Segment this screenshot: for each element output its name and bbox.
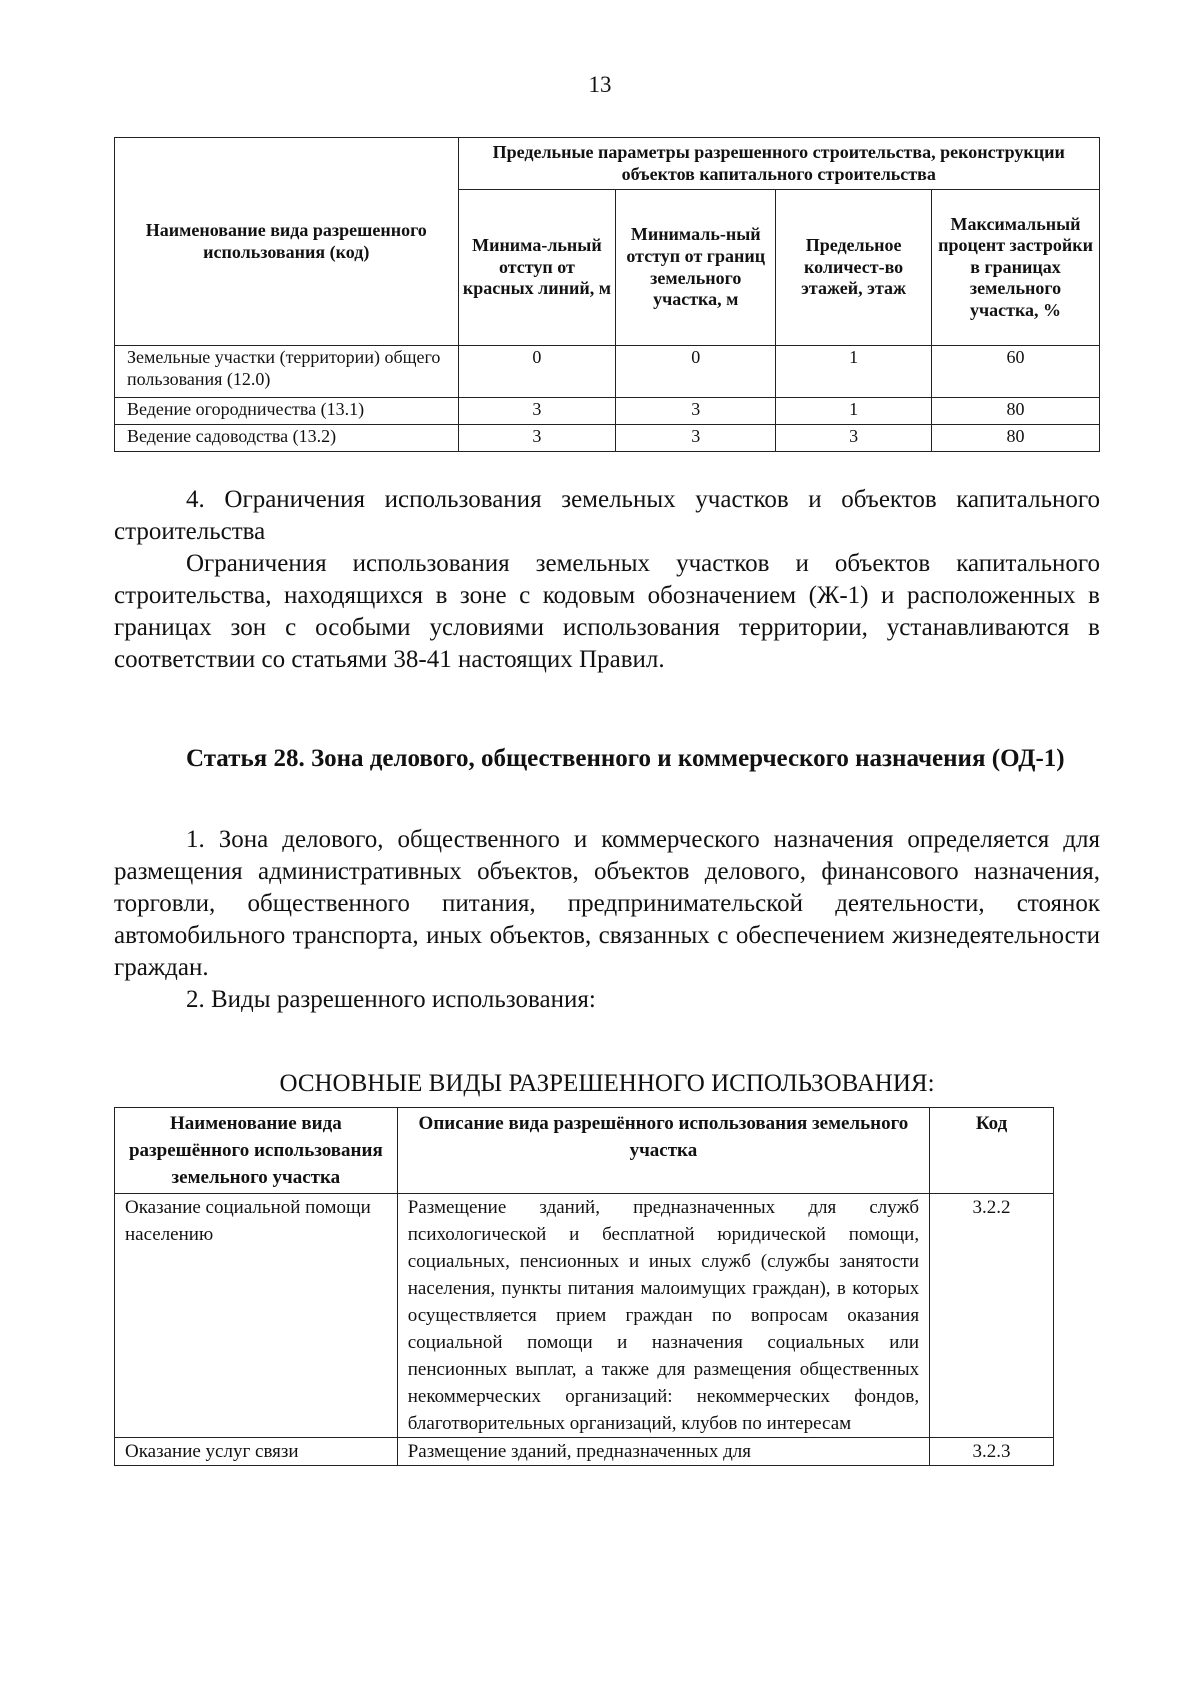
floors-cell: 3 <box>776 425 932 452</box>
header-use-name: Наименование вида разрешенного использования (код) <box>115 138 459 346</box>
floors-cell: 1 <box>776 346 932 398</box>
coverage-percent-cell: 80 <box>932 425 1100 452</box>
header-code: Код <box>930 1108 1054 1194</box>
page-number: 13 <box>588 72 612 97</box>
use-description-cell: Размещение зданий, предназначенных для <box>397 1438 929 1466</box>
red-line-setback-cell: 3 <box>458 425 616 452</box>
table-row <box>115 425 1100 452</box>
zone-purpose-paragraph: 1. Зона делового, общественного и коммерческого назначения определяется для размещения административных объектов, объектов делового, финансового назначения, торговли, общественного питания, предпринимательской деятельности, стоянок автомобильного транспорта, иных объектов, связанных с обеспечением жизнедеятельности граждан. <box>114 826 1100 981</box>
use-name-cell: Ведение садоводства (13.2) <box>115 425 459 452</box>
header-use-name: Наименование вида разрешённого использования земельного участка <box>115 1108 398 1194</box>
header-max-coverage-percent: Максимальный процент застройки в границах земельного участка, % <box>932 190 1100 346</box>
coverage-percent-cell: 80 <box>932 398 1100 425</box>
permitted-uses-table <box>114 1107 1054 1466</box>
header-parameters-group: Предельные параметры разрешенного строительства, реконструкции объектов капитального строительства <box>458 138 1100 190</box>
article-heading: Статья 28. Зона делового, общественного и коммерческого назначения (ОД-1) <box>186 745 1065 772</box>
main-uses-title: ОСНОВНЫЕ ВИДЫ РАЗРЕШЕННОГО ИСПОЛЬЗОВАНИЯ: <box>279 1070 935 1097</box>
red-line-setback-cell: 0 <box>458 346 616 398</box>
use-name-cell: Ведение огородничества (13.1) <box>115 398 459 425</box>
use-name-cell: Оказание услуг связи <box>115 1438 398 1466</box>
header-min-setback-red-lines: Минима-льный отступ от красных линий, м <box>458 190 616 346</box>
table-row <box>115 1438 1054 1466</box>
red-line-setback-cell: 3 <box>458 398 616 425</box>
use-name-cell: Оказание социальной помощи населению <box>115 1194 398 1438</box>
use-name-cell: Земельные участки (территории) общего пользования (12.0) <box>115 346 459 398</box>
permitted-uses-paragraph: 2. Виды разрешенного использования: <box>186 986 596 1013</box>
header-min-setback-border: Минималь-ный отступ от границ земельного участка, м <box>616 190 776 346</box>
use-code-cell: 3.2.2 <box>930 1194 1054 1438</box>
header-use-description: Описание вида разрешённого использования земельного участка <box>397 1108 929 1194</box>
use-description-cell: Размещение зданий, предназначенных для служб психологической и бесплатной юридической помощи, социальных, пенсионных и иных служб (службы занятости населения, пункты питания малоимущих граждан), в которых осуществляется прием граждан по вопросам оказания социальной помощи и назначения социальных или пенсионных выплат, а также для размещения общественных некоммерческих организаций: некоммерческих фондов, благотворительных организаций, клубов по интересам <box>397 1194 929 1438</box>
building-parameters-table <box>114 137 1100 452</box>
restrictions-body-paragraph: Ограничения использования земельных участков и объектов капитального строительства, находящихся в зоне с кодовым обозначением (Ж-1) и расположенных в границах зон с особыми условиями использования территории, устанавливаются в соответствии со статьями 38-41 настоящих Правил. <box>114 550 1100 673</box>
border-setback-cell: 3 <box>616 425 776 452</box>
coverage-percent-cell: 60 <box>932 346 1100 398</box>
border-setback-cell: 3 <box>616 398 776 425</box>
table-row <box>115 346 1100 398</box>
header-floor-limit: Предельное количест-во этажей, этаж <box>776 190 932 346</box>
restrictions-title-paragraph: 4. Ограничения использования земельных участков и объектов капитального строительства <box>114 486 1100 545</box>
floors-cell: 1 <box>776 398 932 425</box>
border-setback-cell: 0 <box>616 346 776 398</box>
table-row <box>115 1194 1054 1438</box>
use-code-cell: 3.2.3 <box>930 1438 1054 1466</box>
table-row <box>115 398 1100 425</box>
